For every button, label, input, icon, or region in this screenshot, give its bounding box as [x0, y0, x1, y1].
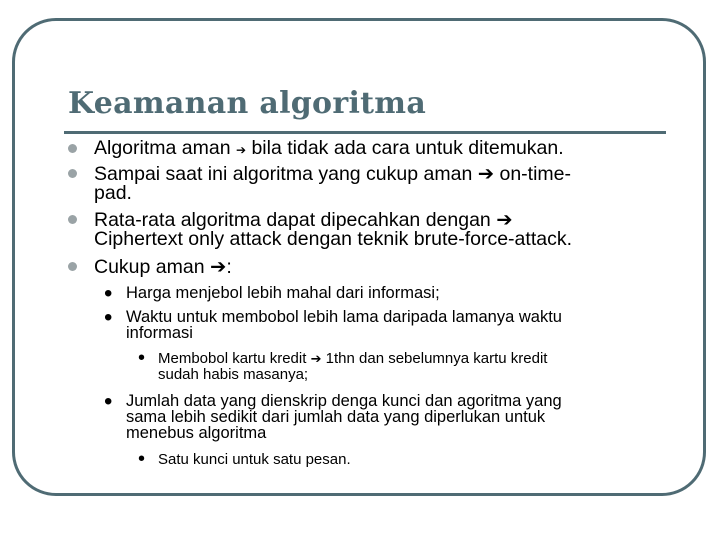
sub-bullet-item-1	[104, 280, 440, 307]
subsub-bullet-text: 1thn dan sebelumnya kartu kredit	[321, 350, 548, 367]
sub-bullet-item-3	[104, 388, 562, 442]
subsub-bullet-dot-icon: •	[138, 347, 146, 369]
bullet-text: Sampai saat ini algoritma yang cukup aman	[94, 163, 478, 185]
sub-bullet-dot-icon: •	[104, 304, 113, 331]
sub-bullet-text: Harga menjebol lebih mahal dari informasi;	[126, 284, 440, 302]
bullet-item-4	[94, 257, 232, 277]
bullet-item-3	[94, 210, 572, 249]
subsub-bullet-item-1	[138, 347, 548, 383]
sub-bullet-text-continued: menebus algoritma	[126, 424, 267, 442]
slide-title: Keamanan algoritma	[68, 86, 427, 121]
subsub-bullet-dot-icon: •	[138, 448, 146, 470]
subsub-bullet-text: Satu kunci untuk satu pesan.	[158, 451, 351, 468]
sub-bullet-text: Jumlah data yang dienskrip denga kunci dan agoritma yang	[126, 392, 562, 410]
subsub-bullet-item-2	[138, 448, 351, 470]
bullet-text: Algoritma aman	[94, 137, 236, 159]
subsub-bullet-text: Membobol kartu kredit	[158, 350, 311, 367]
bullet-dot-icon	[68, 144, 77, 153]
sub-bullet-dot-icon: •	[104, 388, 113, 415]
bullet-dot-icon	[68, 169, 77, 178]
bullet-item-2	[94, 164, 571, 203]
bullet-text: :	[226, 256, 232, 278]
sub-bullet-text-continued: sama lebih sedikit dari jumlah data yang diperlukan untuk	[126, 408, 546, 426]
bullet-text: Cukup aman	[94, 256, 210, 278]
sub-bullet-text: Waktu untuk membobol lebih lama daripada lamanya waktu	[126, 308, 562, 326]
bullet-text-continued: Ciphertext only attack dengan teknik brute-force-attack.	[94, 228, 572, 250]
bullet-item-1	[94, 139, 564, 160]
bullet-text-continued: pad.	[94, 182, 132, 204]
sub-bullet-item-2	[104, 304, 562, 342]
bullet-text: Rata-rata algoritma dapat dipecahkan dengan	[94, 209, 497, 231]
arrow-right-icon: ➔	[209, 255, 227, 278]
bullet-text: on-time-	[494, 163, 571, 185]
sub-bullet-dot-icon: •	[104, 280, 113, 307]
bullet-dot-icon	[68, 262, 77, 271]
arrow-right-icon: ➔	[477, 162, 495, 185]
arrow-right-icon: ➔	[235, 143, 247, 157]
sub-bullet-text-continued: informasi	[126, 324, 193, 342]
subsub-bullet-text-continued: sudah habis masanya;	[158, 366, 309, 383]
arrow-right-icon: ➔	[496, 208, 513, 231]
bullet-text: bila tidak ada cara untuk ditemukan.	[246, 137, 564, 159]
arrow-right-icon: ➔	[310, 352, 322, 367]
title-divider	[64, 131, 666, 134]
bullet-dot-icon	[68, 215, 77, 224]
